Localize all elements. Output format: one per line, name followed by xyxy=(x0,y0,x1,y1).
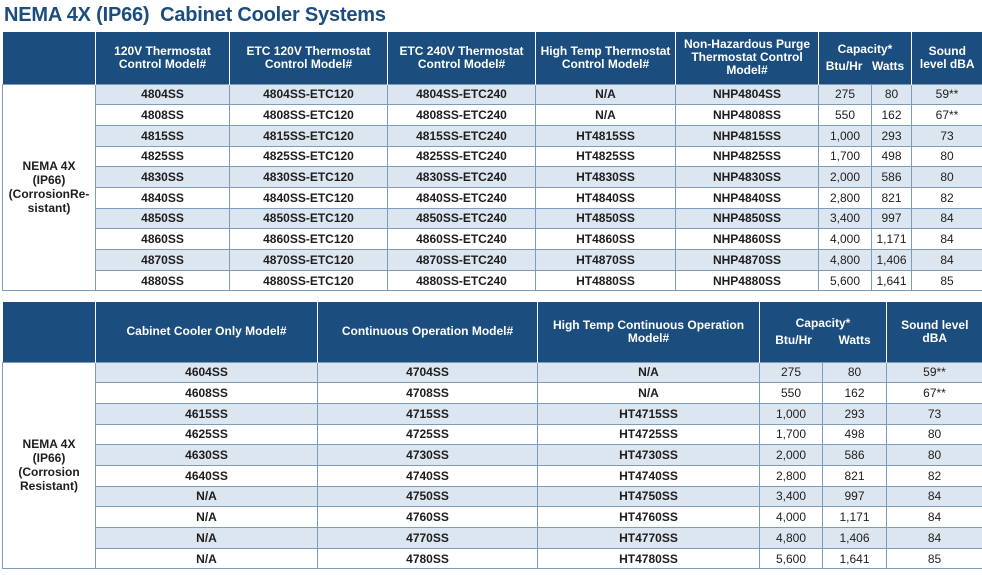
table-cell-watts: 586 xyxy=(872,167,912,188)
table-cell-watts: 997 xyxy=(823,486,887,507)
table-cell-b: 4870SS-ETC120 xyxy=(230,250,388,271)
table-cell-a: 4825SS xyxy=(96,146,230,167)
table-cell-e: NHP4830SS xyxy=(676,167,819,188)
table-cell-btu: 1,000 xyxy=(760,403,823,424)
table-cell-db: 84 xyxy=(912,229,982,250)
table-row xyxy=(3,362,982,383)
table-cell-watts: 80 xyxy=(872,84,912,105)
table-cell-db: 85 xyxy=(887,548,982,569)
table-row xyxy=(3,486,982,507)
table-cell-e: NHP4870SS xyxy=(676,250,819,271)
table-cell-e: NHP4880SS xyxy=(676,270,819,291)
header-120v-thermostat: 120V Thermostat Control Model# xyxy=(96,32,230,84)
table-cell-d: HT4840SS xyxy=(536,187,676,208)
table-cell-watts: 498 xyxy=(823,424,887,445)
header-continuous-operation: Continuous Operation Model# xyxy=(318,302,538,362)
table-cell-btu: 5,600 xyxy=(819,270,872,291)
header-capacity xyxy=(760,302,887,362)
header-etc-240v: ETC 240V Thermostat Control Model# xyxy=(388,32,536,84)
table-row xyxy=(3,187,982,208)
table-cell-b: 4825SS-ETC120 xyxy=(230,146,388,167)
group-header xyxy=(3,302,96,362)
table-cell-b: 4860SS-ETC120 xyxy=(230,229,388,250)
table-cell-a: 4615SS xyxy=(96,403,318,424)
header-etc-120v: ETC 120V Thermostat Control Model# xyxy=(230,32,388,84)
btu-label: Btu/Hr xyxy=(825,58,863,73)
table-cell-btu: 1,000 xyxy=(819,125,872,146)
table-cell-a: 4630SS xyxy=(96,445,318,466)
table-cell-db: 80 xyxy=(887,424,982,445)
table-cell-c: HT4715SS xyxy=(538,403,760,424)
table-cell-a: N/A xyxy=(96,507,318,528)
table-cell-btu: 275 xyxy=(760,362,823,383)
header-sound-level: Sound level dBA xyxy=(912,32,982,84)
capacity-label: Capacity* xyxy=(837,41,893,56)
table-cell-a: 4850SS xyxy=(96,208,230,229)
table-cell-watts: 1,171 xyxy=(872,229,912,250)
table-cell-c: 4840SS-ETC240 xyxy=(388,187,536,208)
table-cell-b: 4730SS xyxy=(318,445,538,466)
table-cell-a: 4604SS xyxy=(96,362,318,383)
table-cell-db: 84 xyxy=(912,208,982,229)
table-cell-btu: 550 xyxy=(760,383,823,404)
table-cell-c: 4830SS-ETC240 xyxy=(388,167,536,188)
table-cell-db: 82 xyxy=(887,465,982,486)
table-cell-a: 4808SS xyxy=(96,105,230,126)
table-cell-e: NHP4840SS xyxy=(676,187,819,208)
table-cell-watts: 162 xyxy=(872,105,912,126)
table-cell-b: 4740SS xyxy=(318,465,538,486)
table-cell-a: N/A xyxy=(96,528,318,549)
table-cell-a: 4870SS xyxy=(96,250,230,271)
table-cell-btu: 2,800 xyxy=(760,465,823,486)
table-row xyxy=(3,445,982,466)
table-cell-a: 4880SS xyxy=(96,270,230,291)
table-cell-watts: 1,641 xyxy=(872,270,912,291)
table-row xyxy=(3,507,982,528)
table-cell-db: 82 xyxy=(912,187,982,208)
table-cell-watts: 498 xyxy=(872,146,912,167)
table-cell-a: 4804SS xyxy=(96,84,230,105)
cooler-continuous-table xyxy=(2,302,982,569)
table-cell-btu: 2,800 xyxy=(819,187,872,208)
table-cell-d: HT4850SS xyxy=(536,208,676,229)
group-header xyxy=(3,32,96,84)
table-row xyxy=(3,84,982,105)
table-cell-d: HT4825SS xyxy=(536,146,676,167)
table-cell-c: 4815SS-ETC240 xyxy=(388,125,536,146)
table-cell-btu: 550 xyxy=(819,105,872,126)
table-cell-e: NHP4804SS xyxy=(676,84,819,105)
table-cell-btu: 4,000 xyxy=(819,229,872,250)
table-cell-d: HT4860SS xyxy=(536,229,676,250)
table-cell-c: HT4740SS xyxy=(538,465,760,486)
table-cell-b: 4804SS-ETC120 xyxy=(230,84,388,105)
table-cell-b: 4880SS-ETC120 xyxy=(230,270,388,291)
table-row xyxy=(3,424,982,445)
table-cell-e: NHP4815SS xyxy=(676,125,819,146)
table-cell-a: 4815SS xyxy=(96,125,230,146)
table-row xyxy=(3,208,982,229)
table-row xyxy=(3,167,982,188)
table-cell-c: N/A xyxy=(538,383,760,404)
table-cell-db: 59** xyxy=(912,84,982,105)
table-cell-watts: 293 xyxy=(872,125,912,146)
table-cell-a: 4625SS xyxy=(96,424,318,445)
table-cell-db: 80 xyxy=(887,445,982,466)
page-title: NEMA 4X (IP66) Cabinet Cooler Systems xyxy=(4,4,386,26)
table-cell-d: HT4830SS xyxy=(536,167,676,188)
table-cell-db: 80 xyxy=(912,167,982,188)
table-row xyxy=(3,403,982,424)
table-cell-a: 4640SS xyxy=(96,465,318,486)
table-cell-btu: 4,800 xyxy=(760,528,823,549)
table-cell-watts: 821 xyxy=(823,465,887,486)
table-cell-watts: 1,171 xyxy=(823,507,887,528)
table-cell-c: HT4780SS xyxy=(538,548,760,569)
table-row xyxy=(3,270,982,291)
table-cell-db: 84 xyxy=(912,250,982,271)
table-cell-d: HT4870SS xyxy=(536,250,676,271)
table-row xyxy=(3,125,982,146)
table-cell-b: 4808SS-ETC120 xyxy=(230,105,388,126)
capacity-label: Capacity* xyxy=(795,315,851,330)
btu-label: Btu/Hr xyxy=(775,332,812,347)
cooler-thermostat-table xyxy=(2,32,982,291)
table-row xyxy=(3,146,982,167)
table-cell-watts: 1,406 xyxy=(872,250,912,271)
table-cell-c: N/A xyxy=(538,362,760,383)
table-cell-d: N/A xyxy=(536,105,676,126)
table-cell-db: 67** xyxy=(912,105,982,126)
table-cell-db: 67** xyxy=(887,383,982,404)
table-cell-a: 4608SS xyxy=(96,383,318,404)
table-cell-c: HT4770SS xyxy=(538,528,760,549)
table-cell-db: 73 xyxy=(912,125,982,146)
table-cell-b: 4760SS xyxy=(318,507,538,528)
table-cell-c: 4880SS-ETC240 xyxy=(388,270,536,291)
table-row xyxy=(3,465,982,486)
table-cell-watts: 1,406 xyxy=(823,528,887,549)
table-cell-b: 4750SS xyxy=(318,486,538,507)
table-cell-b: 4830SS-ETC120 xyxy=(230,167,388,188)
table-cell-db: 80 xyxy=(912,146,982,167)
table-cell-btu: 4,000 xyxy=(760,507,823,528)
table-cell-c: 4808SS-ETC240 xyxy=(388,105,536,126)
header-capacity xyxy=(819,32,912,84)
table-cell-b: 4815SS-ETC120 xyxy=(230,125,388,146)
table-cell-btu: 5,600 xyxy=(760,548,823,569)
table-cell-btu: 3,400 xyxy=(819,208,872,229)
table-cell-e: NHP4808SS xyxy=(676,105,819,126)
table-cell-a: 4830SS xyxy=(96,167,230,188)
table-cell-c: HT4725SS xyxy=(538,424,760,445)
table-cell-d: HT4880SS xyxy=(536,270,676,291)
watts-label: Watts xyxy=(838,332,871,347)
table-cell-c: 4870SS-ETC240 xyxy=(388,250,536,271)
table-cell-b: 4715SS xyxy=(318,403,538,424)
group-label: NEMA 4X (IP66) (Corrosion Resistant) xyxy=(3,362,96,569)
group-label: NEMA 4X (IP66) (CorrosionRe-sistant) xyxy=(3,84,96,291)
table-cell-btu: 4,800 xyxy=(819,250,872,271)
header-sound-level: Sound level dBA xyxy=(887,302,982,362)
table-cell-btu: 275 xyxy=(819,84,872,105)
table-cell-b: 4840SS-ETC120 xyxy=(230,187,388,208)
table-cell-db: 73 xyxy=(887,403,982,424)
table-cell-btu: 3,400 xyxy=(760,486,823,507)
table-row xyxy=(3,383,982,404)
table-cell-db: 85 xyxy=(912,270,982,291)
table-cell-c: 4860SS-ETC240 xyxy=(388,229,536,250)
table-cell-watts: 1,641 xyxy=(823,548,887,569)
table-cell-c: 4804SS-ETC240 xyxy=(388,84,536,105)
table-cell-btu: 1,700 xyxy=(760,424,823,445)
watts-label: Watts xyxy=(871,58,905,73)
table-cell-b: 4780SS xyxy=(318,548,538,569)
table-cell-d: HT4815SS xyxy=(536,125,676,146)
table-cell-watts: 586 xyxy=(823,445,887,466)
table-cell-db: 84 xyxy=(887,528,982,549)
table-cell-btu: 1,700 xyxy=(819,146,872,167)
table-row xyxy=(3,105,982,126)
table-cell-db: 84 xyxy=(887,507,982,528)
header-high-temp-thermostat: High Temp Thermostat Control Model# xyxy=(536,32,676,84)
header-cabinet-cooler-only: Cabinet Cooler Only Model# xyxy=(96,302,318,362)
table-cell-c: 4825SS-ETC240 xyxy=(388,146,536,167)
table-cell-e: NHP4825SS xyxy=(676,146,819,167)
table-cell-e: NHP4860SS xyxy=(676,229,819,250)
table-row xyxy=(3,250,982,271)
table-header-row xyxy=(3,32,982,84)
header-high-temp-continuous: High Temp Continuous Operation Model# xyxy=(538,302,760,362)
table-cell-db: 59** xyxy=(887,362,982,383)
table-cell-c: HT4760SS xyxy=(538,507,760,528)
table-cell-c: HT4730SS xyxy=(538,445,760,466)
table-cell-c: 4850SS-ETC240 xyxy=(388,208,536,229)
table-cell-b: 4708SS xyxy=(318,383,538,404)
table-cell-btu: 2,000 xyxy=(819,167,872,188)
table-cell-watts: 821 xyxy=(872,187,912,208)
table-cell-a: N/A xyxy=(96,486,318,507)
table-cell-watts: 293 xyxy=(823,403,887,424)
table-cell-db: 84 xyxy=(887,486,982,507)
table-cell-e: NHP4850SS xyxy=(676,208,819,229)
table-cell-d: N/A xyxy=(536,84,676,105)
table-cell-watts: 997 xyxy=(872,208,912,229)
table-cell-b: 4704SS xyxy=(318,362,538,383)
table-cell-a: 4840SS xyxy=(96,187,230,208)
table-cell-watts: 162 xyxy=(823,383,887,404)
table-cell-b: 4725SS xyxy=(318,424,538,445)
table-cell-watts: 80 xyxy=(823,362,887,383)
header-non-hazardous-purge: Non-Hazardous Purge Thermostat Control Model# xyxy=(676,32,819,84)
table-row xyxy=(3,229,982,250)
table-header-row xyxy=(3,302,982,362)
table-row xyxy=(3,548,982,569)
table-cell-a: N/A xyxy=(96,548,318,569)
table-row xyxy=(3,528,982,549)
table-cell-b: 4770SS xyxy=(318,528,538,549)
table-cell-btu: 2,000 xyxy=(760,445,823,466)
table-cell-a: 4860SS xyxy=(96,229,230,250)
table-cell-b: 4850SS-ETC120 xyxy=(230,208,388,229)
table-cell-c: HT4750SS xyxy=(538,486,760,507)
